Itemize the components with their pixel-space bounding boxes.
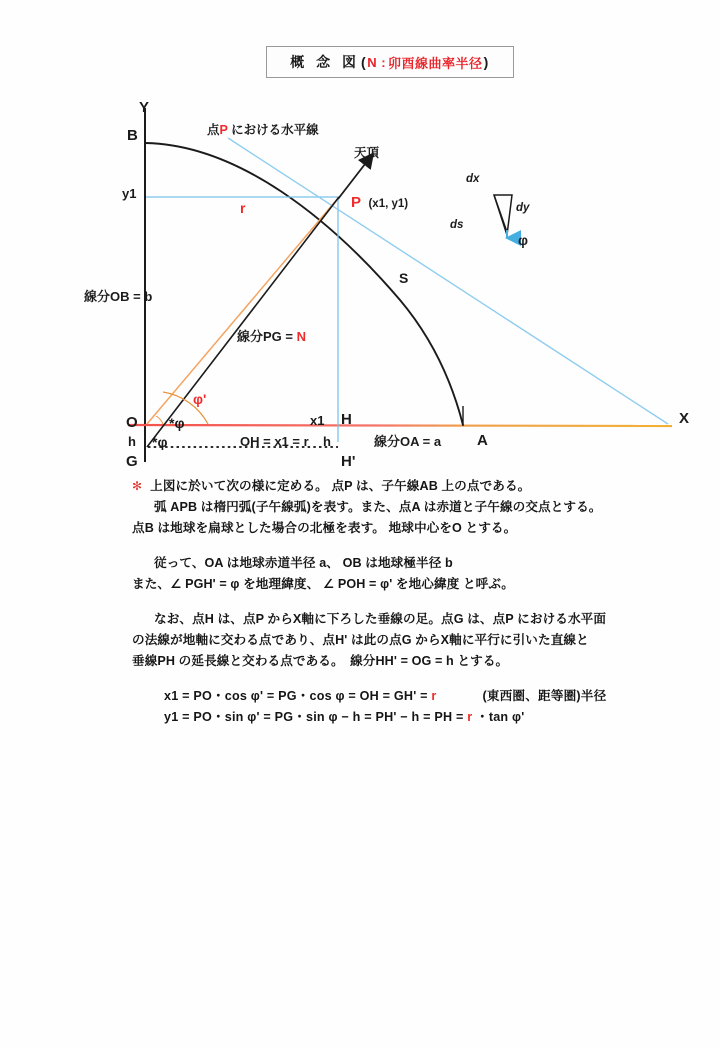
point-p-letter: P — [351, 194, 362, 211]
paragraph-2 — [132, 553, 708, 595]
point-p-coords: (x1, y1) — [368, 198, 409, 210]
paragraph-1 — [132, 476, 708, 539]
point-label-p — [351, 195, 408, 211]
label-h-left: h — [128, 434, 136, 449]
label-r-horizontal: r — [240, 200, 246, 216]
explanatory-text — [132, 476, 708, 728]
asterisk-marker: ✻ — [132, 479, 143, 493]
concept-diagram — [0, 90, 720, 480]
label-phi-triangle: φ — [518, 232, 529, 248]
p1-line3: 点B は地球を扁球とした場合の北極を表す。 地球中心をO とする。 — [132, 521, 517, 535]
label-oh-equation: OH = x1 = r — [240, 434, 309, 449]
formula-x1 — [164, 686, 708, 707]
title-main: 概 念 図 — [290, 54, 361, 70]
point-label-b: B — [127, 127, 138, 144]
p3-line2: の法線が地軸に交わる点であり、点H' は此の点G からX軸に平行に引いた直線と — [132, 633, 589, 647]
label-s-arc: S — [399, 270, 409, 286]
horizon-line-label — [207, 124, 319, 137]
point-label-g: G — [126, 453, 138, 470]
gp-normal-line — [147, 197, 339, 450]
label-ds: ds — [450, 219, 464, 231]
formula-x1-r: r — [431, 689, 437, 703]
p1-line1 — [132, 476, 708, 497]
zenith-arrow — [338, 155, 372, 199]
formula-x1-note: (東西圏、距等圏)半径 — [482, 689, 607, 703]
axis-label-y: Y — [139, 99, 150, 116]
formula-x1-lhs: x1 = PO・cos φ' = PG・cos φ = OH = GH' = — [164, 689, 432, 703]
point-label-h: H — [341, 411, 352, 428]
diagram-title-box — [266, 46, 514, 78]
point-label-h-prime: H' — [341, 453, 356, 470]
title-close-paren: ) — [483, 54, 489, 70]
point-label-a: A — [477, 432, 488, 449]
label-phi-star-upper: *φ — [169, 415, 185, 431]
formula-y1 — [164, 707, 708, 728]
differential-triangle — [494, 195, 512, 238]
p1-line1-text: 上図に於いて次の様に定める。 点P は、子午線AB 上の点である。 — [150, 479, 531, 493]
label-h-right: h — [323, 434, 331, 449]
axis-label-x: X — [679, 410, 690, 427]
horizon-label-suffix: における水平線 — [227, 123, 319, 137]
phi-angle-tick — [156, 416, 163, 424]
label-dy: dy — [516, 202, 530, 214]
formula-y1-r: r — [467, 710, 473, 724]
p1-line2: 弧 APB は楕円弧(子午線弧)を表す。また、点A は赤道と子午線の交点とする。 — [154, 500, 602, 514]
zenith-label: 天頂 — [354, 146, 380, 160]
title-n-label: N : — [367, 54, 387, 70]
formula-block — [132, 686, 708, 728]
title-open-paren: ( — [361, 54, 367, 70]
p3-line3: 垂線PH の延長線と交わる点である。 線分HH' = OG = h とする。 — [132, 654, 509, 668]
label-dx: dx — [466, 173, 480, 185]
formula-y1-lhs: y1 = PO・sin φ' = PG・sin φ − h = PH' − h = PH = — [164, 710, 468, 724]
horizon-label-p: P — [219, 123, 228, 137]
axis-value-x1: x1 — [310, 413, 325, 428]
op-geocentric-line — [147, 197, 339, 424]
label-pg-prefix: 線分PG = — [237, 329, 297, 344]
label-segment-pg — [237, 330, 306, 343]
formula-y1-rhs: ・tan φ' — [472, 710, 525, 724]
p3-line1: なお、点H は、点P からX軸に下ろした垂線の足。点G は、点P における水平面 — [154, 612, 607, 626]
label-phi-prime: φ' — [193, 391, 207, 407]
label-segment-ob: 線分OB = b — [84, 289, 153, 304]
label-pg-value: N — [296, 329, 306, 344]
horizon-label-prefix: 点 — [207, 123, 220, 137]
title-red-text: 卯酉線曲率半径 — [388, 55, 483, 71]
p2-line2: また、∠ PGH' = φ を地理緯度、 ∠ POH = φ' を地心緯度 と呼ぶ。 — [132, 577, 515, 591]
meridian-ellipse-arc — [146, 143, 463, 428]
x-axis — [128, 425, 672, 426]
paragraph-3 — [132, 609, 708, 672]
axis-value-y1: y1 — [122, 186, 137, 201]
p2-line1: 従って、OA は地球赤道半径 a、 OB は地球極半径 b — [154, 556, 453, 570]
point-label-o: O — [126, 414, 138, 431]
label-segment-oa: 線分OA = a — [374, 434, 442, 449]
label-phi-star-lower: *φ — [152, 434, 168, 450]
